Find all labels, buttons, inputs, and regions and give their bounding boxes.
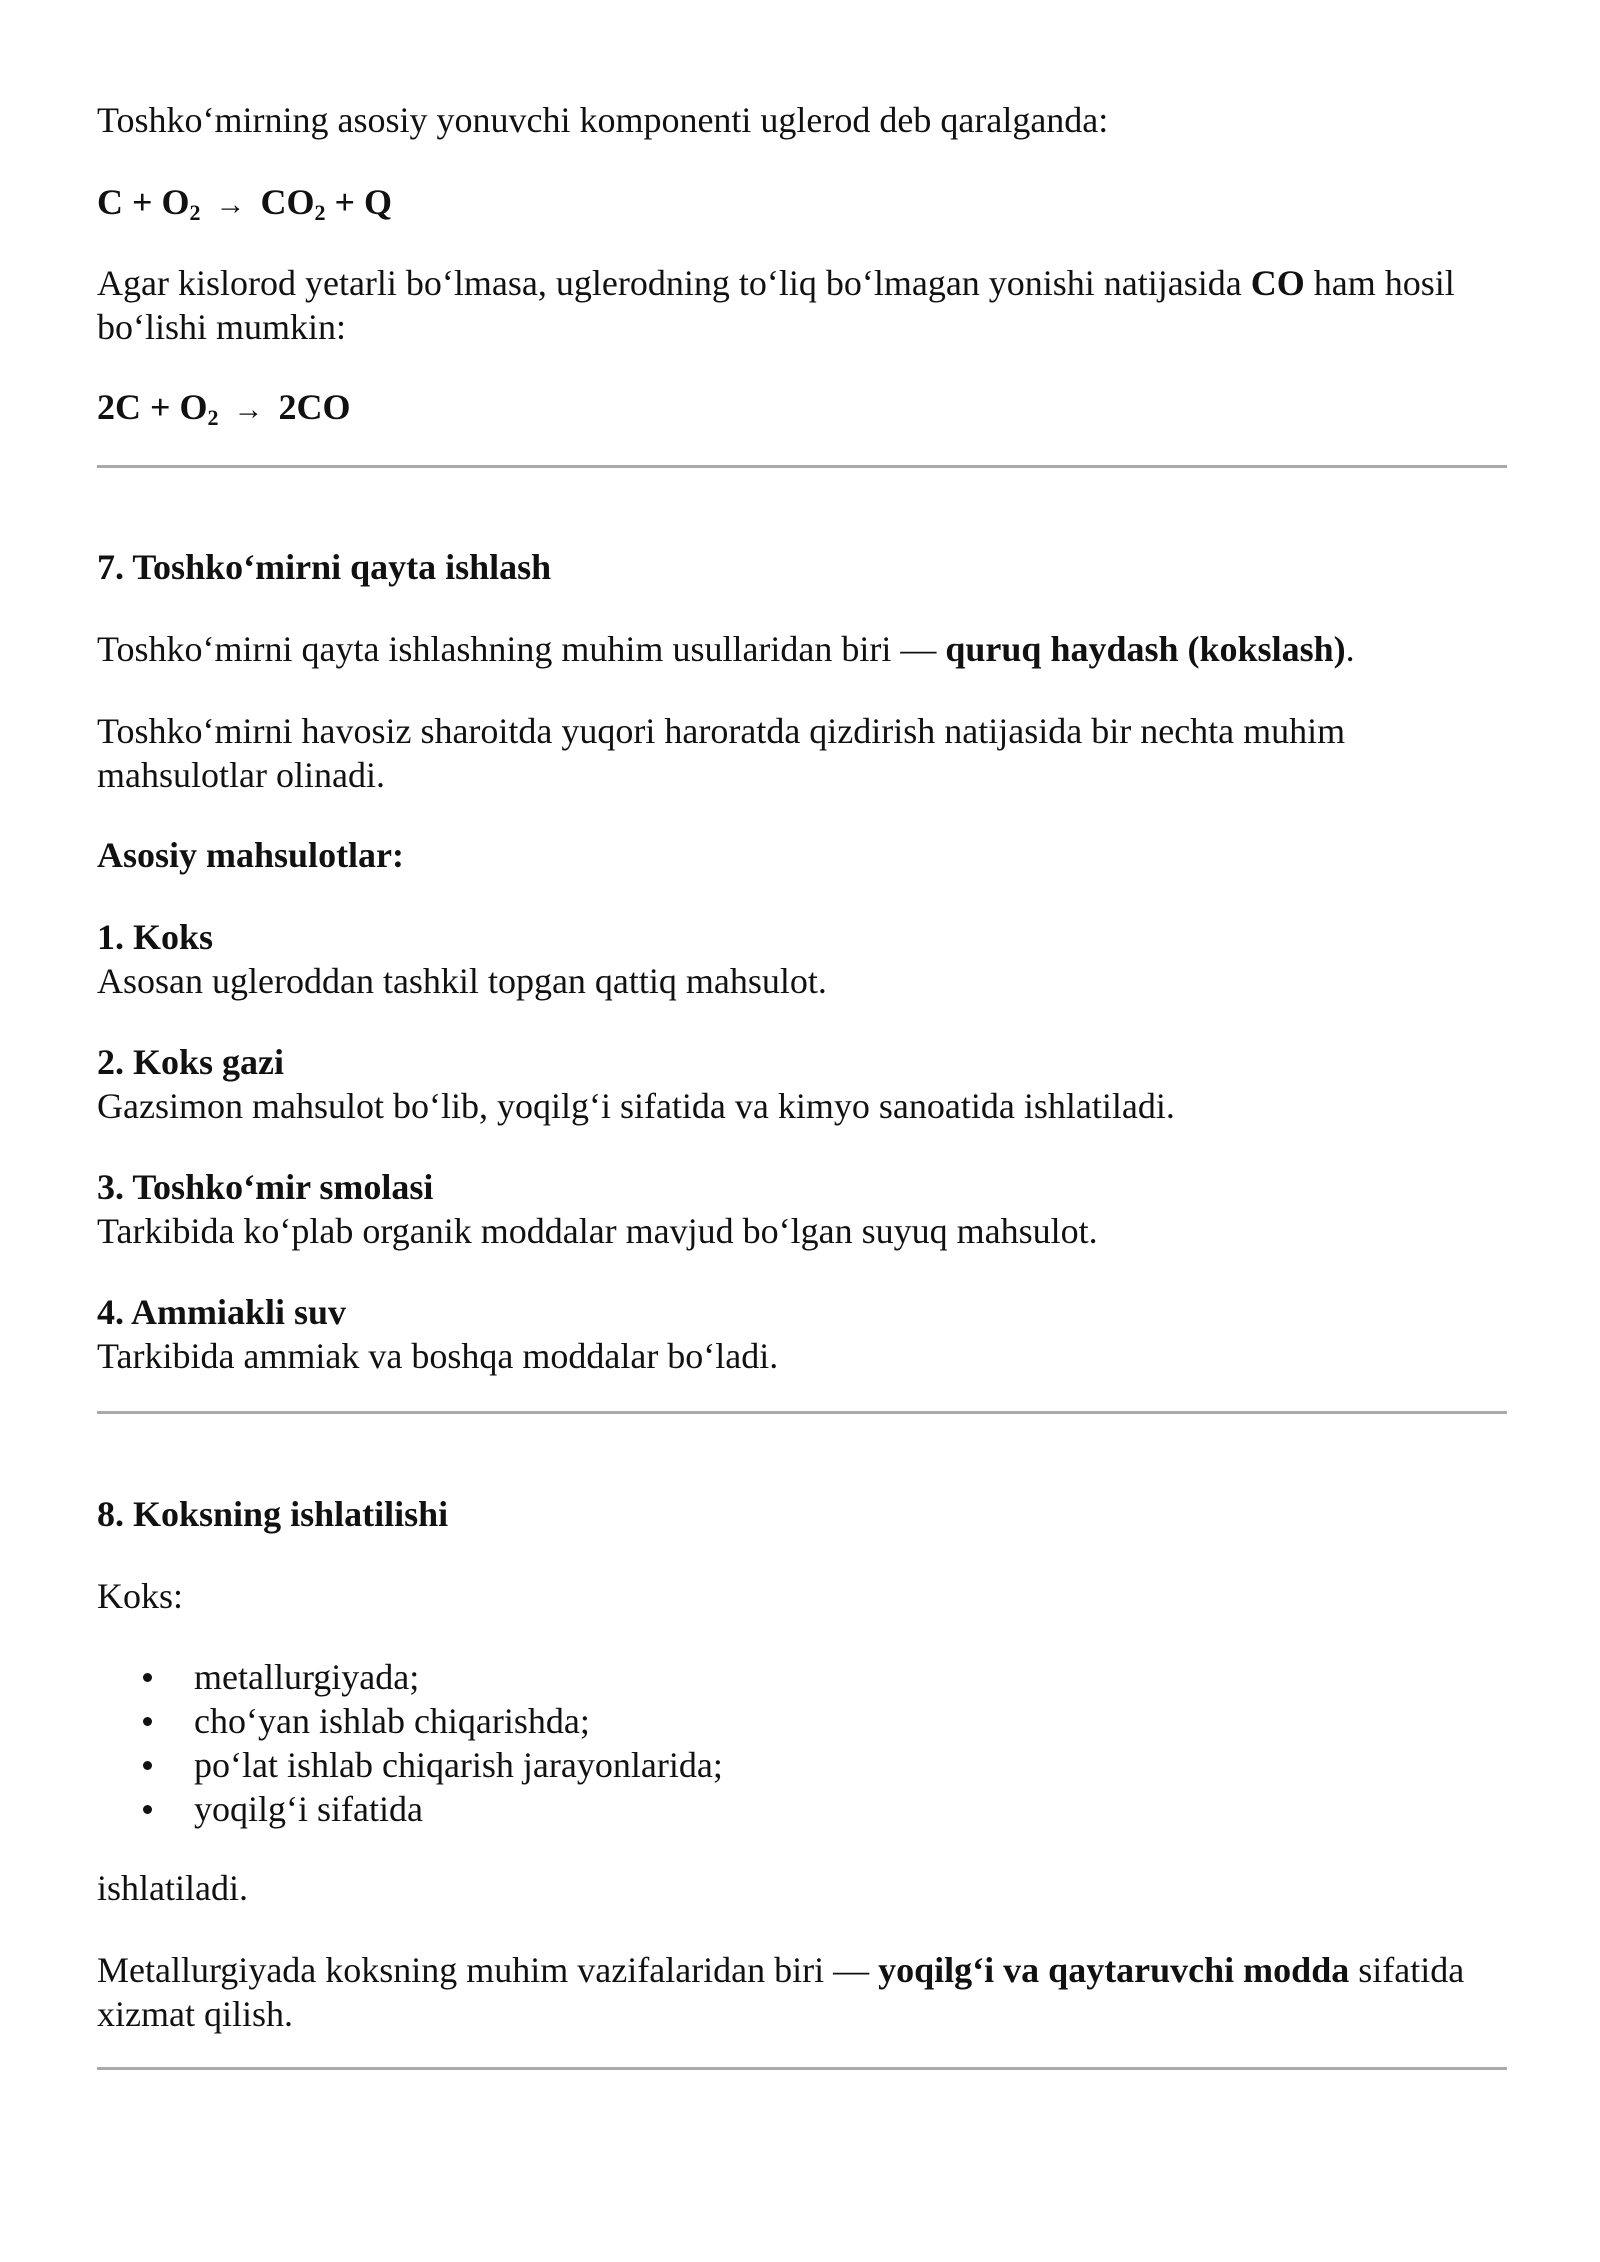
- product-4-title: 4. Ammiakli suv: [97, 1292, 347, 1332]
- section-7-paragraph-1: Toshko‘mirni qayta ishlashning muhim usullaridan biri — quruq haydash (kokslash).: [97, 629, 1355, 669]
- bullet-icon: [143, 1717, 152, 1726]
- equation-complete-combustion: $C + O_2 \to CO_2 + Q$: [97, 182, 393, 225]
- product-2-title: 2. Koks gazi: [97, 1042, 285, 1082]
- section-7-heading: 7. Toshko‘mirni qayta ishlash: [97, 547, 552, 587]
- product-2-description: Gazsimon mahsulot bo‘lib, yoqilg‘i sifatida va kimyo sanoatida ishlatiladi.: [97, 1086, 1175, 1126]
- section-7-paragraph-2: Toshko‘mirni havosiz sharoitda yuqori haroratda qizdirish natijasida bir nechta muhim mahsulotlar olinadi.: [97, 711, 1346, 795]
- product-3-title: 3. Toshko‘mir smolasi: [97, 1167, 434, 1207]
- coke-intro: Koks:: [97, 1576, 184, 1616]
- bullet-icon: [143, 1805, 152, 1814]
- bullet-icon: [143, 1761, 152, 1770]
- section-8-paragraph: Metallurgiyada koksning muhim vazifalaridan biri — yoqilg‘i va qaytaruvchi modda sifatida xizmat qilish.: [97, 1950, 1465, 2034]
- combustion-intro: Toshko‘mirning asosiy yonuvchi komponenti uglerod deb qaralganda:: [97, 100, 1109, 140]
- coke-uses-list: [97, 1655, 1507, 1831]
- horizontal-divider: [97, 2067, 1507, 2070]
- after-list-text: ishlatiladi.: [97, 1868, 248, 1908]
- arrow-icon: →: [233, 393, 264, 426]
- list-item: po‘lat ishlab chiqarish jarayonlarida;: [97, 1743, 1507, 1787]
- incomplete-combustion-paragraph: Agar kislorod yetarli bo‘lmasa, uglerodning to‘liq bo‘lmagan yonishi natijasida CO ham hosil bo‘lishi mumkin:: [97, 263, 1455, 347]
- horizontal-divider: [97, 1411, 1507, 1414]
- bullet-icon: [143, 1673, 152, 1682]
- list-item: metallurgiyada;: [97, 1655, 1507, 1699]
- arrow-icon: →: [215, 188, 246, 221]
- horizontal-divider: [97, 465, 1507, 468]
- section-8-heading: 8. Koksning ishlatilishi: [97, 1494, 449, 1534]
- product-4-description: Tarkibida ammiak va boshqa moddalar bo‘ladi.: [97, 1336, 779, 1376]
- list-item: cho‘yan ishlab chiqarishda;: [97, 1699, 1507, 1743]
- products-heading: Asosiy mahsulotlar:: [97, 835, 405, 875]
- product-3-description: Tarkibida ko‘plab organik moddalar mavjud bo‘lgan suyuq mahsulot.: [97, 1211, 1098, 1251]
- list-item: yoqilg‘i sifatida: [97, 1787, 1507, 1831]
- product-1-title: 1. Koks: [97, 917, 214, 957]
- product-1-description: Asosan ugleroddan tashkil topgan qattiq mahsulot.: [97, 961, 827, 1001]
- equation-incomplete-combustion: $2C + O_2 \to 2CO$: [97, 387, 351, 430]
